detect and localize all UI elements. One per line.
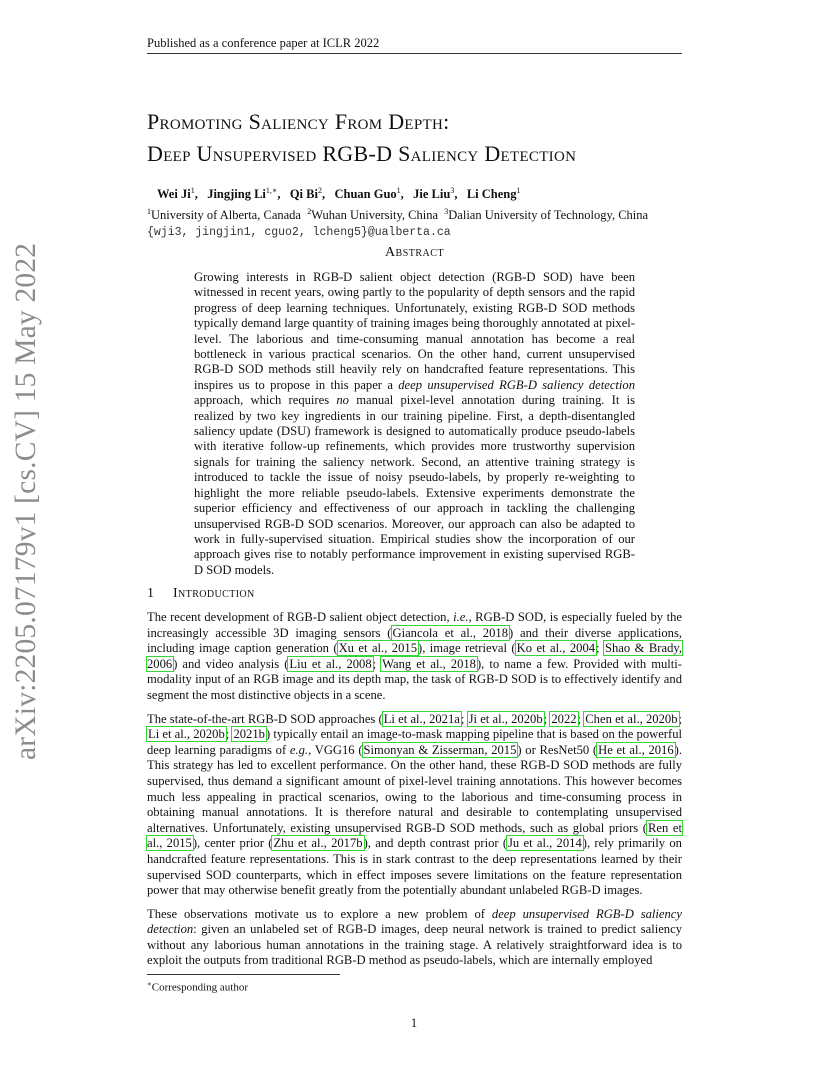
paragraph <box>147 712 682 899</box>
author-sup: 1,∗ <box>265 186 278 195</box>
text-emphasis: i.e. <box>453 610 469 624</box>
citation-link[interactable]: Zhu et al., 2017b <box>273 836 363 851</box>
section-number: 1 <box>147 586 155 601</box>
text-run: ) or ResNet50 ( <box>517 742 598 757</box>
citation-link[interactable]: Li et al., 2021a <box>383 711 460 726</box>
citation-link[interactable]: Xu et al., 2015 <box>338 641 417 656</box>
text-run: , RGB-D SOD, is especially fueled by the increasingly accessible 3D imaging sensors ( <box>147 610 682 640</box>
footnote-mark: ∗ <box>147 980 152 988</box>
citation-link[interactable]: Ko et al., 2004 <box>516 641 596 656</box>
paper-title <box>147 106 747 170</box>
footnote-text: Corresponding author <box>151 981 248 994</box>
text-run: ) typically entail an image-to-mask mapping pipeline that is based on the powerful deep learning paradigms of <box>147 727 682 757</box>
text-run: ), to name a few. Provided with multi-modality input of an RGB image and its depth map, the task of RGB-D SOD is to effectively identify and segment the most distinctive objects in a scene. <box>147 656 682 702</box>
text-run: These observations motivate us to explore a new problem of <box>147 906 492 921</box>
affiliation-sup: 3 <box>444 207 449 217</box>
citation-link[interactable]: Ren et al., 2015 <box>147 820 682 851</box>
affiliation-sup: 1 <box>147 207 151 217</box>
citation-link[interactable]: Simonyan & Zisserman, 2015 <box>363 742 517 757</box>
running-header: Published as a conference paper at ICLR 2022 <box>147 35 682 54</box>
abstract-emphasis: no <box>336 393 349 408</box>
text-run: ; <box>678 711 682 726</box>
citation-link[interactable]: Ji et al., 2020b <box>468 711 543 726</box>
citation-link[interactable]: Ju et al., 2014 <box>508 836 582 851</box>
title-line-1: Promoting Saliency From Depth: <box>147 109 450 134</box>
text-run: ; <box>577 711 585 726</box>
abstract-part: approach, which requires <box>194 393 337 408</box>
text-run: ; <box>596 641 604 656</box>
citation-link[interactable]: 2022 <box>551 711 577 726</box>
text-run: ), image retrieval ( <box>418 641 516 656</box>
author-names: Wei Ji$^1$, Jingjing $Li^{1,∗}$, Qi Bi$^2$, Chuan Guo$^1$, Jie Liu$^3$, Li Cheng$^1$ <box>157 186 521 202</box>
footnote <box>147 977 547 995</box>
citation-link[interactable]: Shao & Brady, 2006 <box>147 641 682 671</box>
text-run: ; <box>460 711 468 726</box>
text-run: ), center prior ( <box>192 836 273 851</box>
author-name: Jingjing Li <box>207 187 266 202</box>
author-emails: {wji3, jingjin1, cguo2, lcheng5}@ualberta.ca <box>147 226 451 240</box>
citation-link[interactable]: He et al., 2016 <box>598 742 674 757</box>
body-text <box>147 610 682 977</box>
abstract-text <box>194 270 635 578</box>
arxiv-stamp[interactable]: arXiv:2205.07179v1 [cs.CV] 15 May 2022 <box>10 242 42 760</box>
text-emphasis: e.g. <box>289 742 309 757</box>
citation-link[interactable]: Giancola et al., 2018 <box>392 625 508 640</box>
text-run: , VGG16 ( <box>308 742 363 757</box>
affiliations <box>147 203 717 224</box>
citation-link[interactable]: 2021b <box>233 727 265 742</box>
text-run: The recent development of RGB-D salient object detection, <box>147 610 454 624</box>
paragraph <box>147 610 682 704</box>
text-emphasis: deep unsupervised RGB-D saliency detection <box>147 906 682 937</box>
title-line-2: Deep Unsupervised RGB-D Saliency Detection <box>147 141 577 166</box>
author-name: Wei Ji <box>157 187 191 202</box>
footnote-rule <box>147 974 340 975</box>
text-run: The state-of-the-art RGB-D SOD approaches ( <box>147 711 383 726</box>
author-sup: 3 <box>450 186 455 195</box>
abstract-heading: Abstract <box>384 245 445 260</box>
citation-link[interactable]: Liu et al., 2008 <box>289 656 372 671</box>
citation-link[interactable]: Chen et al., 2020b <box>585 711 678 726</box>
author-name: Jie Liu <box>413 187 451 202</box>
page-number: 1 <box>410 1016 418 1030</box>
abstract-part: Growing interests in RGB-D salient object detection (RGB-D SOD) have been witnessed in recent years, owing partly to the popularity of depth sensors and the rapid progress of deep learning techniques. Unfortunately, existing RGB-D SOD methods typically demand large quantity of training images being thoroughly annotated at pixel-level. The laborious and time-consuming manual annotation has become a real bottleneck in various practical scenarios. On the other hand, current unsupervised RGB-D SOD methods still heavily rely on handcrafted feature representations. This inspires us to propose in this paper a <box>194 270 635 392</box>
paragraph <box>147 907 682 969</box>
citation-link[interactable]: Wang et al., 2018 <box>382 656 476 671</box>
text-run: ) and their diverse applications, including image caption generation ( <box>147 625 682 656</box>
text-run: ; <box>543 711 551 726</box>
author-name: Chuan Guo <box>334 187 397 202</box>
citation-link[interactable]: Li et al., 2020b <box>148 727 225 742</box>
author-sup: 1 <box>190 186 195 195</box>
section-title: Introduction <box>173 586 255 601</box>
affiliation-sup: 2 <box>307 207 312 217</box>
author-name: Li Cheng <box>466 187 517 202</box>
author-name: Qi Bi <box>289 187 318 202</box>
affiliation: University of Alberta, Canada <box>151 208 301 223</box>
author-sup: 2 <box>317 186 322 195</box>
abstract-part: manual pixel-level annotation during training. It is realized by two key ingredients in our training pipeline. First, a depth-disentangled saliency update (DSU) framework is designed to automatically produce pseudo-labels with iterative follow-up refinements, which provides more trustworthy supervision signals for training the saliency network. Second, an attentive training strategy is introduced to tackle the issue of noisy pseudo-labels, by properly re-weighting to highlight the more reliable pseudo-labels. Extensive experiments demonstrate the superior efficiency and effectiveness of our approach in tackling the challenging unsupervised RGB-D SOD scenarios. Moreover, our approach can also be adapted to work in fully-supervised situation. Empirical studies show the incorporation of our approach gives rise to notably performance improvement in existing supervised RGB-D SOD models. <box>194 393 635 577</box>
author-block <box>147 182 717 241</box>
text-run: ), and depth contrast prior ( <box>363 836 508 851</box>
abstract-emphasis: deep unsupervised RGB-D saliency detection <box>398 377 635 392</box>
affiliation: Dalian University of Technology, China <box>448 208 649 223</box>
author-sup: 1 <box>396 186 401 195</box>
author-sup: 1 <box>516 186 521 195</box>
text-run: ; <box>225 727 233 742</box>
text-run: ; <box>372 656 382 671</box>
text-run: ). This strategy has led to excellent performance. On the other hand, these RGB-D SOD methods are fully supervised, thus demand a significant amount of pixel-level training annotations. This however becomes much less appealing in practical scenarios, owing to the laborious and time-consuming process in obtaining manual annotations. It is therefore natural and desirable to contemplating unsupervised alternatives. Unfortunately, existing unsupervised RGB-D SOD methods, such as global priors ( <box>147 742 682 835</box>
text-run: ) and video analysis ( <box>173 656 289 671</box>
text-run: ), rely primarily on handcrafted feature representations. This is in stark contrast to the deep representations learned by their supervised SOD counterparts, which in effect imposes severe limitations on the feature representation power that may otherwise benefit greatly from the potentially abundant unlabeled RGB-D images. <box>147 836 682 898</box>
section-heading <box>147 586 682 602</box>
text-run: : given an unlabeled set of RGB-D images, deep neural network is trained to predict saliency without any laborious human annotations in the training stage. A relatively straightforward idea is to exploit the outputs from traditional RGB-D method as pseudo-labels, which are internally employed <box>147 922 682 968</box>
affiliation: Wuhan University, China <box>311 208 439 223</box>
